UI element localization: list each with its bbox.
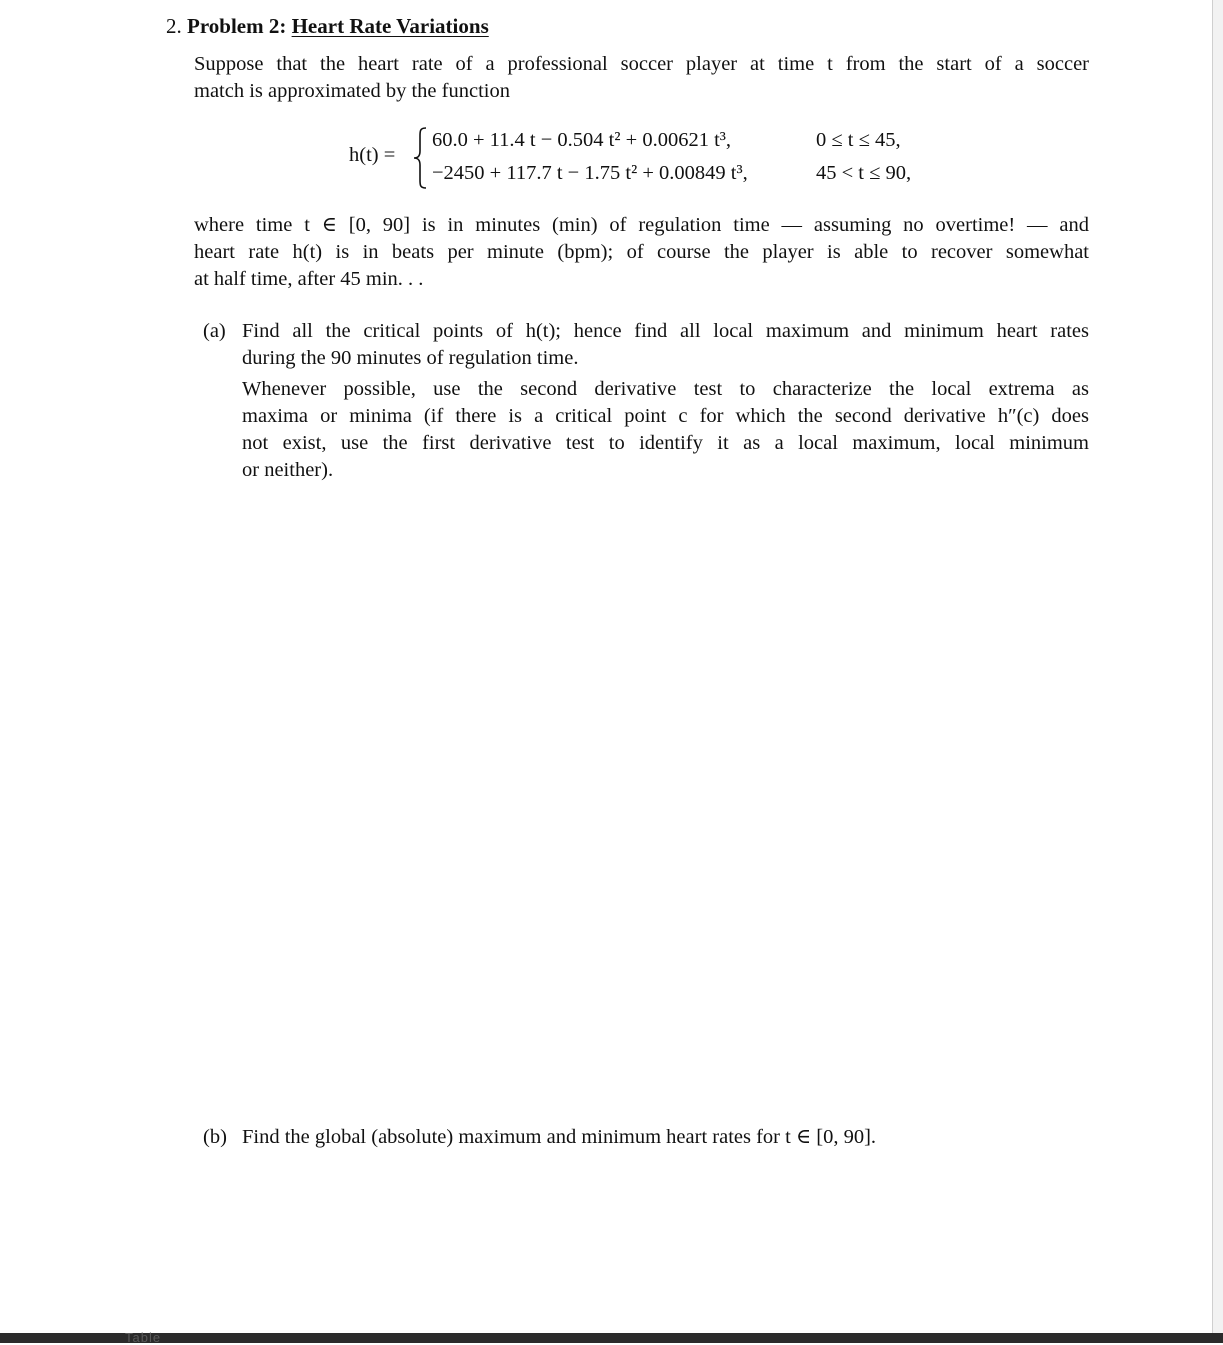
intro-line: match is approximated by the function bbox=[194, 80, 510, 102]
equation-condition-1: 0 ≤ t ≤ 45, bbox=[816, 129, 901, 151]
part-b-line: Find the global (absolute) maximum and minimum heart rates for t ∈ [0, 90]. bbox=[242, 1126, 877, 1148]
part-b-tag: (b) bbox=[203, 1126, 227, 1148]
problem-number: 2. bbox=[166, 14, 182, 38]
part-a-line: Whenever possible, use the second derivative test to characterize the local extrema as bbox=[242, 378, 1089, 400]
part-a-line: Find all the critical points of h(t); hence find all local maximum and minimum heart rates bbox=[242, 320, 1089, 342]
equation-case-1: 60.0 + 11.4 t − 0.504 t² + 0.00621 t³, bbox=[432, 129, 732, 151]
where-line: heart rate h(t) is in beats per minute (bpm); of course the player is able to recover somewhat bbox=[194, 241, 1089, 263]
where-paragraph bbox=[194, 212, 1089, 293]
problem-title: Heart Rate Variations bbox=[291, 14, 489, 38]
equation-case-2: −2450 + 117.7 t − 1.75 t² + 0.00849 t³, bbox=[432, 162, 748, 184]
part-a-line: not exist, use the first derivative test to identify it as a local maximum, local minimum bbox=[242, 432, 1089, 454]
footer-ghost-text: Table bbox=[125, 1330, 162, 1345]
problem-label: Problem 2: bbox=[187, 14, 287, 38]
part-a-line: during the 90 minutes of regulation time. bbox=[242, 347, 579, 369]
part-a-instructions bbox=[242, 376, 1089, 484]
equation-condition-2: 45 < t ≤ 90, bbox=[816, 162, 912, 184]
intro-paragraph bbox=[194, 51, 1089, 105]
where-line: where time t ∈ [0, 90] is in minutes (min) of regulation time — assuming no overtime! — and bbox=[194, 214, 1089, 236]
where-line: at half time, after 45 min. . . bbox=[194, 268, 424, 290]
part-a-tag: (a) bbox=[203, 320, 226, 342]
problem-heading bbox=[166, 14, 489, 39]
part-a-line: maxima or minima (if there is a critical point c for which the second derivative h″(c) does bbox=[242, 405, 1089, 427]
part-a-question bbox=[242, 318, 1089, 372]
intro-line: Suppose that the heart rate of a professional soccer player at time t from the start of a soccer bbox=[194, 53, 1089, 75]
part-a-line: or neither). bbox=[242, 459, 334, 481]
page-edge bbox=[1212, 0, 1223, 1343]
part-b-question bbox=[242, 1124, 1089, 1151]
bottom-bar bbox=[0, 1330, 1223, 1345]
equation-lhs: h(t) = bbox=[349, 144, 396, 166]
left-brace-icon bbox=[413, 127, 429, 189]
